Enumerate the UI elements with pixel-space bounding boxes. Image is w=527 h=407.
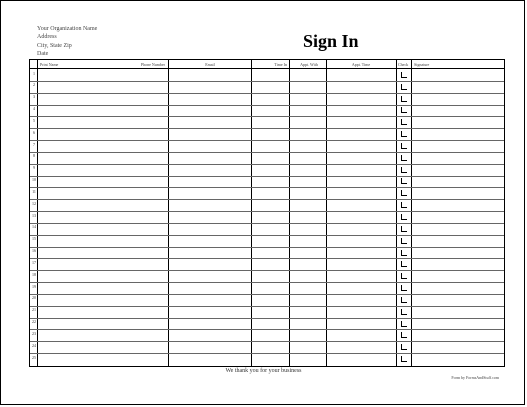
row-divider: [30, 164, 504, 165]
checkbox[interactable]: [401, 332, 407, 338]
row-divider: [30, 247, 504, 248]
column-header-time-in: Time In: [274, 62, 287, 67]
checkbox[interactable]: [401, 226, 407, 232]
checkbox[interactable]: [401, 119, 407, 125]
row-number: 4: [33, 106, 35, 112]
checkbox[interactable]: [401, 297, 407, 303]
checkbox[interactable]: [401, 167, 407, 173]
row-number: 24: [32, 342, 36, 348]
row-number: 2: [33, 82, 35, 88]
row-number: 11: [32, 188, 36, 194]
row-number: 3: [33, 94, 35, 100]
column-divider: [411, 60, 412, 366]
column-header-signature: Signature: [414, 62, 430, 67]
row-divider: [30, 270, 504, 271]
row-divider: [30, 282, 504, 283]
column-header-appt-time: Appt. Time: [351, 62, 371, 67]
checkbox[interactable]: [401, 238, 407, 244]
row-divider: [30, 152, 504, 153]
checkbox[interactable]: [401, 143, 407, 149]
row-divider: [30, 116, 504, 117]
city-state-zip: City, State Zip: [37, 42, 72, 49]
checkbox[interactable]: [401, 273, 407, 279]
row-divider: [30, 258, 504, 259]
row-number: 19: [32, 283, 36, 289]
row-number: 6: [33, 129, 35, 135]
row-number: 13: [32, 212, 36, 218]
row-divider: [30, 140, 504, 141]
row-number: 23: [32, 330, 36, 336]
footer-thanks: We thank you for your business: [225, 368, 302, 374]
checkbox[interactable]: [401, 96, 407, 102]
column-header-phone: Phone Number: [140, 62, 165, 67]
checkbox[interactable]: [401, 261, 407, 267]
column-header-check: Check: [398, 62, 409, 67]
row-number: 18: [32, 271, 36, 277]
row-divider: [30, 294, 504, 295]
column-header-appt-with: Appt. With: [300, 62, 318, 67]
row-number: 7: [33, 141, 35, 147]
sign-in-table: [29, 59, 505, 367]
column-divider: [326, 60, 327, 366]
checkbox[interactable]: [401, 131, 407, 137]
checkbox[interactable]: [401, 72, 407, 78]
column-divider: [251, 60, 252, 366]
footer-credit: Form by FormsAndStuff.com: [451, 375, 499, 380]
row-divider: [30, 341, 504, 342]
row-number: 22: [32, 319, 36, 325]
row-number: 15: [32, 236, 36, 242]
checkbox[interactable]: [401, 190, 407, 196]
row-divider: [30, 128, 504, 129]
row-number: 25: [32, 354, 36, 360]
checkbox[interactable]: [401, 356, 407, 362]
date-label: Date: [37, 50, 49, 57]
row-divider: [30, 187, 504, 188]
row-divider: [30, 318, 504, 319]
row-number: 21: [32, 307, 36, 313]
checkbox[interactable]: [401, 285, 407, 291]
row-number: 12: [32, 200, 36, 206]
row-divider: [30, 81, 504, 82]
row-number: 1: [33, 70, 35, 76]
checkbox[interactable]: [401, 178, 407, 184]
column-header-print-name: Print Name: [40, 62, 59, 67]
header-underline: [30, 68, 504, 69]
row-divider: [30, 306, 504, 307]
page-title: Sign In: [303, 31, 359, 51]
checkbox[interactable]: [401, 107, 407, 113]
column-divider: [396, 60, 397, 366]
row-divider: [30, 176, 504, 177]
row-divider: [30, 93, 504, 94]
row-divider: [30, 329, 504, 330]
row-divider: [30, 223, 504, 224]
checkbox[interactable]: [401, 202, 407, 208]
row-divider: [30, 235, 504, 236]
row-divider: [30, 199, 504, 200]
row-number: 17: [32, 259, 36, 265]
checkbox[interactable]: [401, 214, 407, 220]
row-number: 20: [32, 295, 36, 301]
business-name: Your Organization Name: [37, 26, 98, 32]
checkbox[interactable]: [401, 344, 407, 350]
checkbox[interactable]: [401, 84, 407, 90]
checkbox[interactable]: [401, 155, 407, 161]
row-number: 9: [33, 165, 35, 171]
row-number: 16: [32, 248, 36, 254]
column-header-email: Email: [205, 62, 215, 67]
row-number: 10: [32, 177, 36, 183]
column-divider: [168, 60, 169, 366]
row-divider: [30, 353, 504, 354]
row-number: 5: [33, 117, 35, 123]
row-number: 14: [32, 224, 36, 230]
row-divider: [30, 211, 504, 212]
address-line: Address: [37, 34, 57, 41]
checkbox[interactable]: [401, 250, 407, 256]
organization-info: [37, 25, 97, 58]
column-divider: [289, 60, 290, 366]
row-divider: [30, 105, 504, 106]
row-number: 8: [33, 153, 35, 159]
checkbox[interactable]: [401, 309, 407, 315]
checkbox[interactable]: [401, 321, 407, 327]
